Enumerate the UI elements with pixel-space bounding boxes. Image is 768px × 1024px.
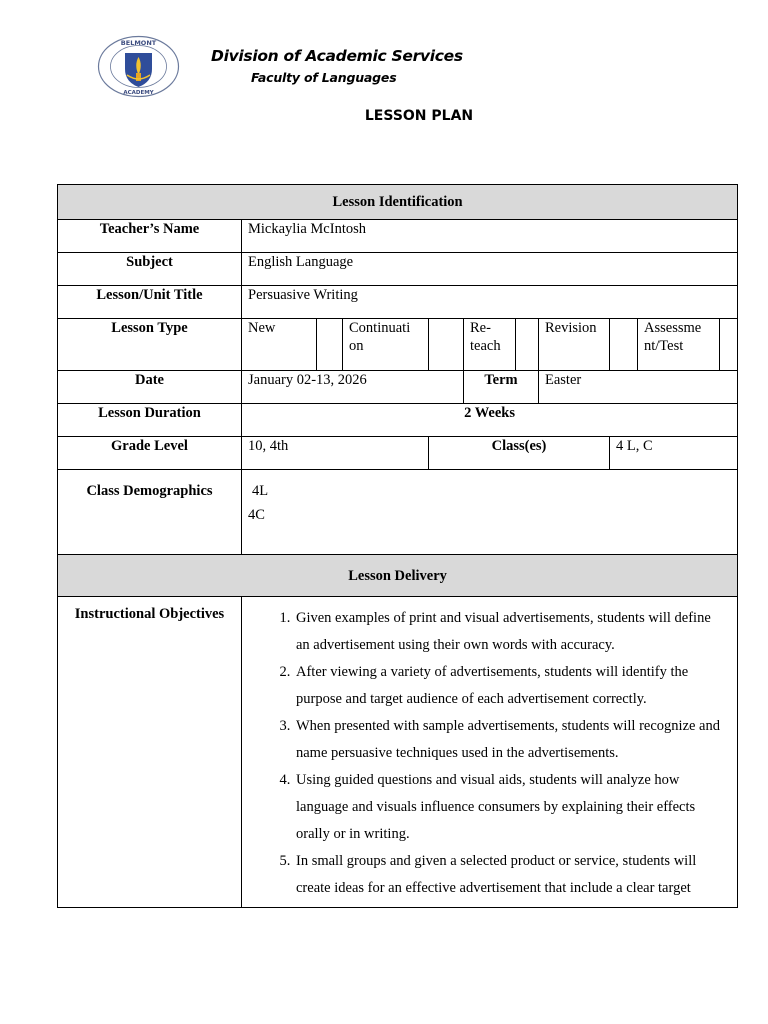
delivery-section-title: Lesson Delivery [58, 555, 738, 597]
school-crest-logo [97, 35, 180, 98]
type-option-continuation: Continuati on [343, 319, 429, 371]
objectives-row [58, 597, 738, 908]
document-title: LESSON PLAN [364, 108, 474, 124]
identification-section-title: Lesson Identification [58, 185, 738, 220]
demographic-item: 4C [248, 507, 265, 523]
date-row [58, 371, 738, 404]
grade-label: Grade Level [58, 437, 242, 470]
date-value: January 02-13, 2026 [242, 371, 464, 404]
objective-item: 5. In small groups and given a selected product or service, students will create ideas for an effective advertisement that include a clear target [294, 848, 727, 898]
term-label: Term [464, 371, 539, 404]
duration-row [58, 404, 738, 437]
classes-value: 4 L, C [610, 437, 738, 470]
type-checkbox-assessment [720, 319, 738, 371]
teacher-value: Mickaylia McIntosh [242, 220, 738, 253]
objective-item: 3. When presented with sample advertisements, students will recognize and name persuasive techniques used in the advertisements. [294, 713, 727, 767]
type-option-reteach: Re- teach [464, 319, 516, 371]
subject-row [58, 253, 738, 286]
document-header [0, 0, 768, 140]
objectives-cell [242, 597, 738, 908]
lesson-plan-table [57, 184, 738, 908]
unit-value: Persuasive Writing [242, 286, 738, 319]
identification-header-row [58, 185, 738, 220]
teacher-row [58, 220, 738, 253]
lesson-type-row [58, 319, 738, 371]
objective-item: 2. After viewing a variety of advertisements, students will identify the purpose and target audience of each advertisement correctly. [294, 659, 727, 713]
type-checkbox-revision [610, 319, 638, 371]
demographics-label: Class Demographics [58, 470, 242, 555]
demographics-row [58, 470, 738, 555]
grade-value: 10, 4th [242, 437, 429, 470]
classes-label: Class(es) [429, 437, 610, 470]
logo-top-text: BELMONT [120, 39, 157, 47]
unit-label: Lesson/Unit Title [58, 286, 242, 319]
type-option-assessment: Assessme nt/Test [638, 319, 720, 371]
duration-label: Lesson Duration [58, 404, 242, 437]
division-title: Division of Academic Services [211, 47, 463, 65]
unit-row [58, 286, 738, 319]
lesson-type-label: Lesson Type [58, 319, 242, 371]
type-checkbox-new [317, 319, 343, 371]
teacher-label: Teacher’s Name [58, 220, 242, 253]
objective-item: 1. Given examples of print and visual advertisements, students will define an advertisement using their own words with accuracy. [294, 605, 727, 659]
duration-value: 2 Weeks [242, 404, 738, 437]
faculty-title: Faculty of Languages [251, 70, 397, 85]
demographic-item: 4L [252, 483, 269, 499]
date-label: Date [58, 371, 242, 404]
grade-row [58, 437, 738, 470]
objectives-label: Instructional Objectives [58, 597, 242, 908]
type-checkbox-continuation [429, 319, 464, 371]
subject-value: English Language [242, 253, 738, 286]
term-value: Easter [539, 371, 738, 404]
type-option-revision: Revision [539, 319, 610, 371]
objectives-list [260, 605, 727, 898]
objective-item: 4. Using guided questions and visual aids, students will analyze how language and visuals influence consumers by explaining their effects orally or in writing. [294, 767, 727, 848]
delivery-header-row [58, 555, 738, 597]
demographics-value [242, 470, 738, 555]
type-checkbox-reteach [516, 319, 539, 371]
type-option-new: New [242, 319, 317, 371]
logo-bottom-text: ACADEMY [123, 90, 154, 96]
subject-label: Subject [58, 253, 242, 286]
